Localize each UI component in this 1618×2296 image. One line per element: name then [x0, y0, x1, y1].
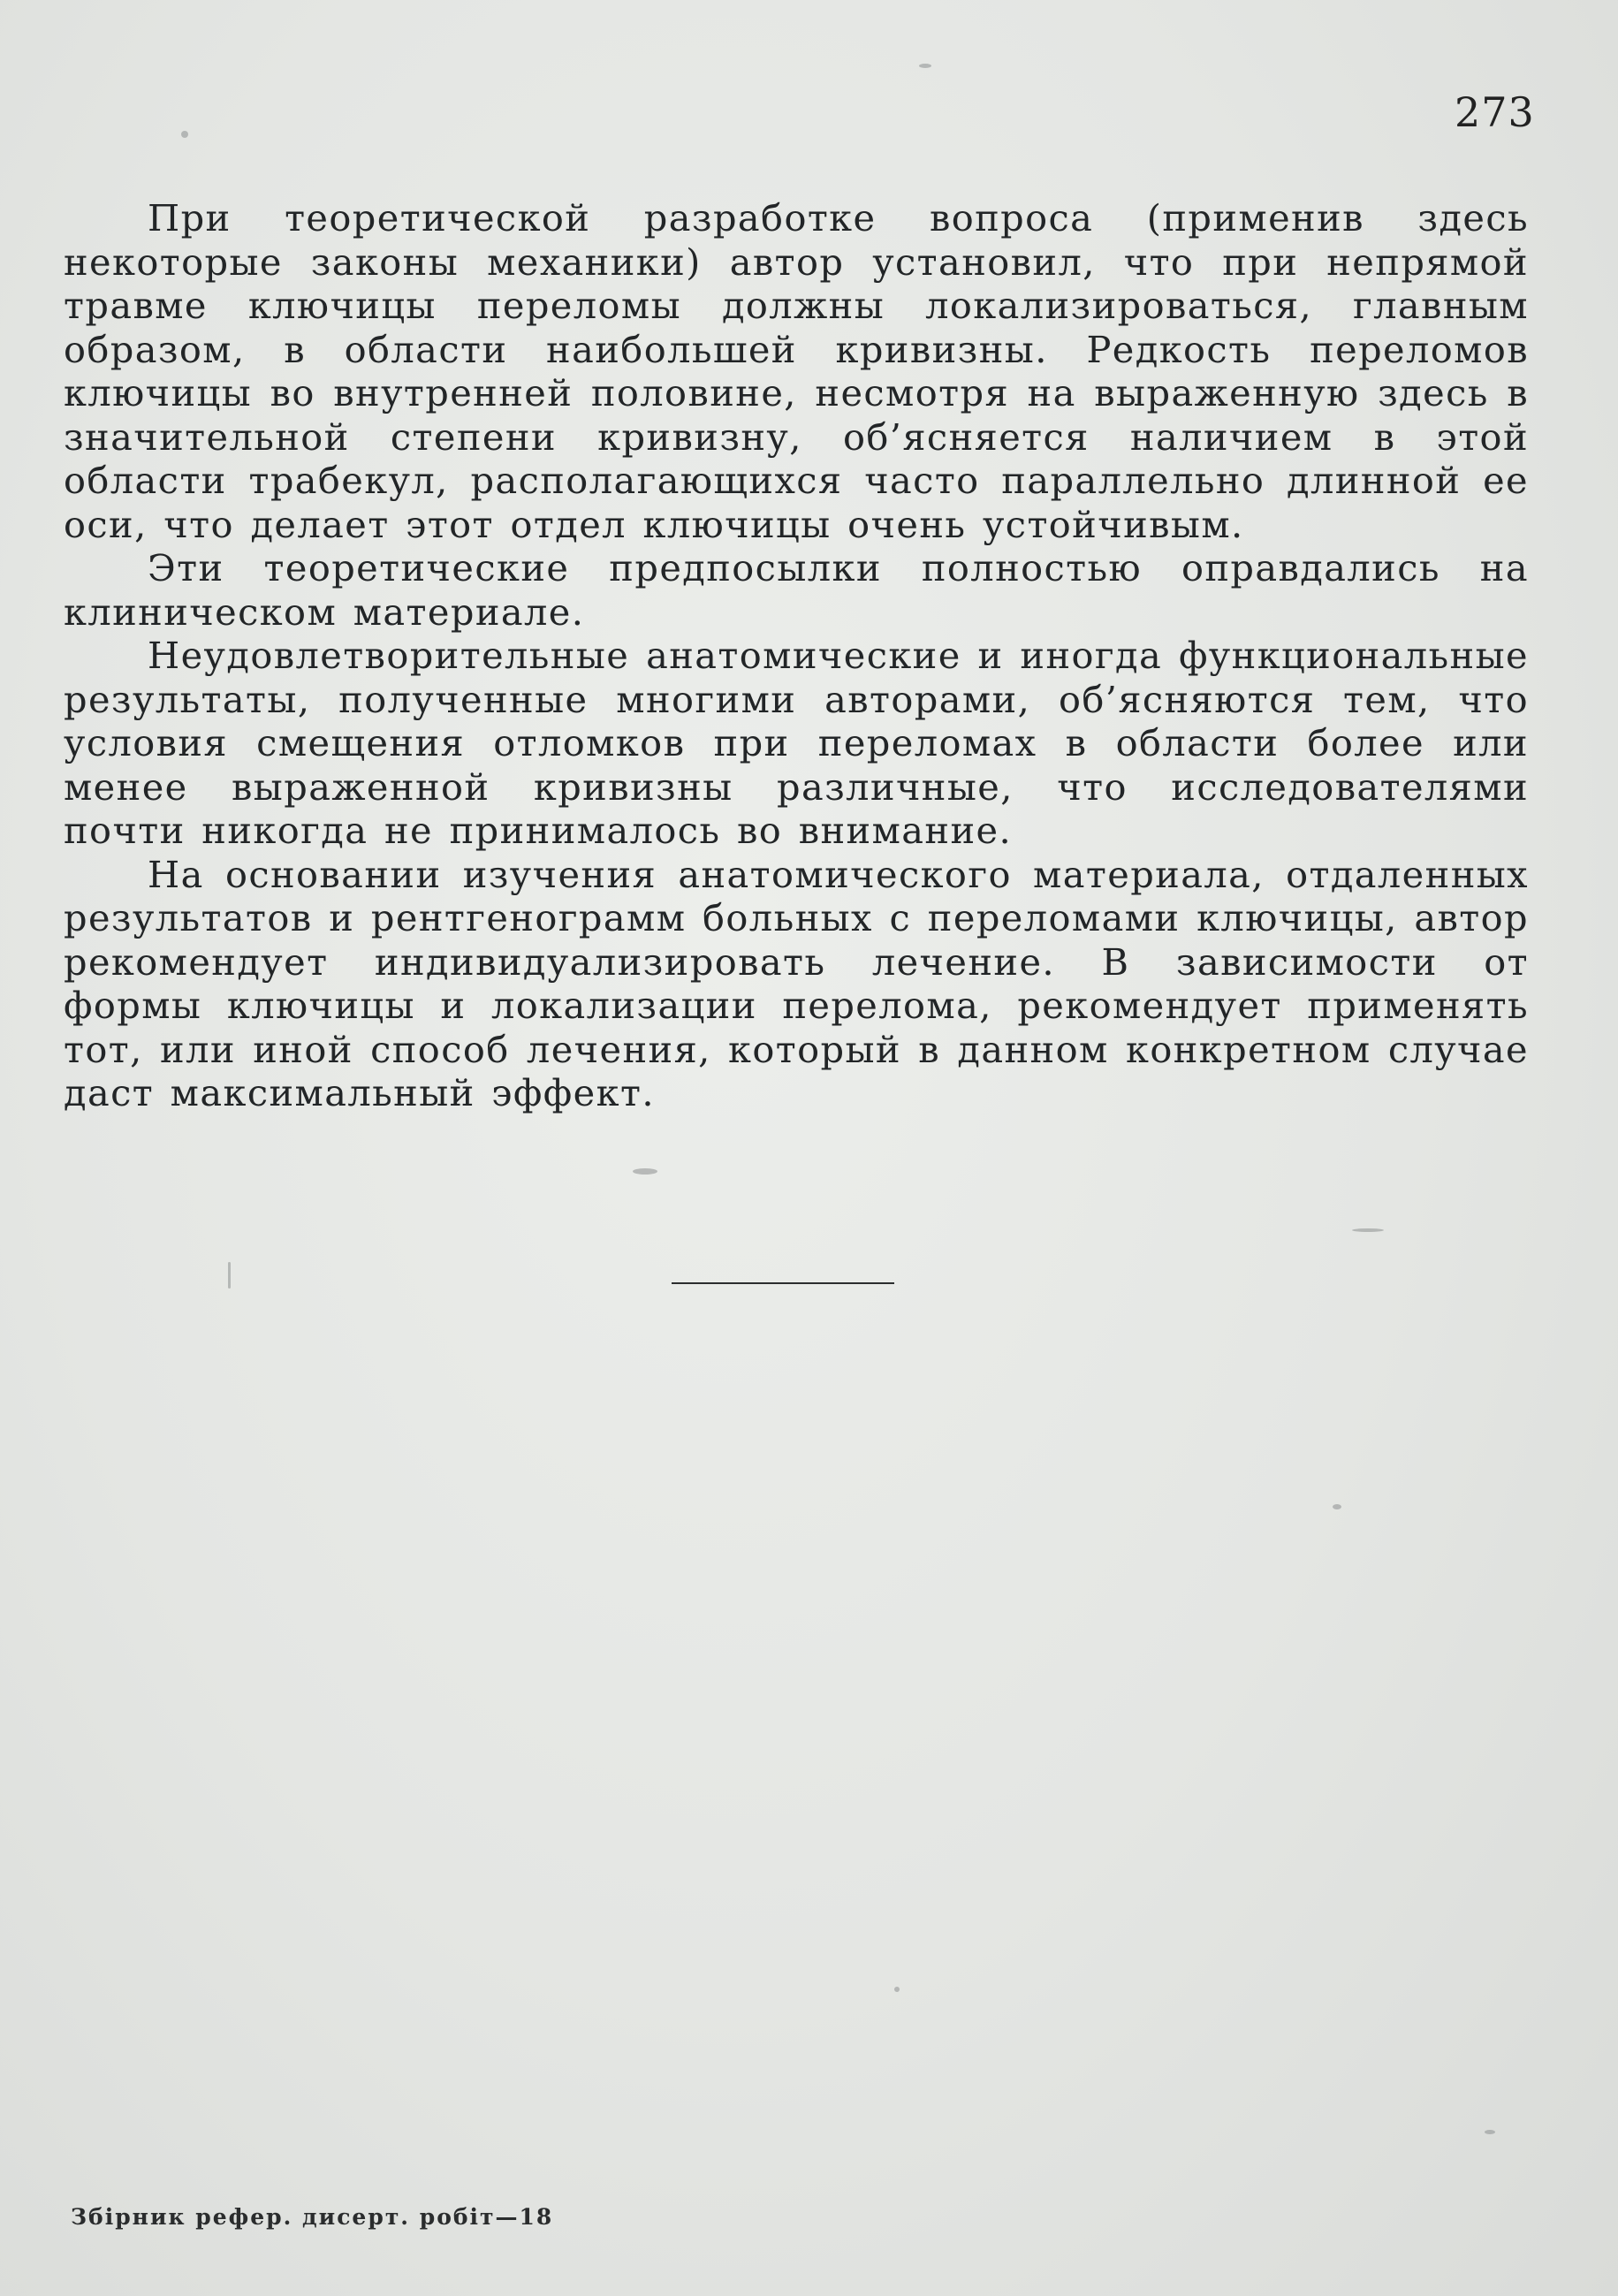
- scan-speck: [1333, 1504, 1341, 1509]
- scan-speck: [894, 1987, 900, 1992]
- paragraph-1: При теоретической разработке вопроса (применив здесь некоторые законы механики) автор установил, что при непрямой травме ключицы переломы должны локализироваться, главным образом, в области наибольшей кривизны. Редкость переломов ключицы во внутренней половине, несмотря на выраженную здесь в значительной степени кривизну, об’ясняется наличием в этой области трабекул, располагающихся часто параллельно длинной ее оси, что делает этот отдел ключицы очень устойчивым.: [64, 196, 1529, 546]
- article-body: [64, 196, 1529, 1115]
- scan-speck: [1485, 2130, 1495, 2134]
- scan-speck: [633, 1168, 657, 1175]
- paragraph-4: На основании изучения анатомического материала, отдаленных результатов и рентгенограмм больных с переломами ключицы, автор рекомендует индивидуализировать лечение. В зависимости от формы ключицы и локализации перелома, рекомендует применять тот, или иной способ лечения, который в данном конкретном случае даст максимальный эффект.: [64, 852, 1529, 1114]
- scan-speck: [228, 1262, 231, 1289]
- section-divider-rule: [672, 1282, 894, 1284]
- footer-signature: Збірник рефер. дисерт. робіт—18: [71, 2204, 554, 2230]
- paragraph-2: Эти теоретические предпосылки полностью оправдались на клиническом материале.: [64, 546, 1529, 634]
- page-number: 273: [1455, 88, 1535, 136]
- paragraph-3: Неудовлетворительные анатомические и иногда функциональные результаты, полученные многими авторами, об’ясняются тем, что условия смещения отломков при переломах в области более или менее выраженной кривизны различные, что исследователями почти никогда не принималось во внимание.: [64, 634, 1529, 852]
- scan-speck: [919, 64, 931, 68]
- scan-speck: [1352, 1228, 1384, 1232]
- scan-speck: [181, 131, 188, 138]
